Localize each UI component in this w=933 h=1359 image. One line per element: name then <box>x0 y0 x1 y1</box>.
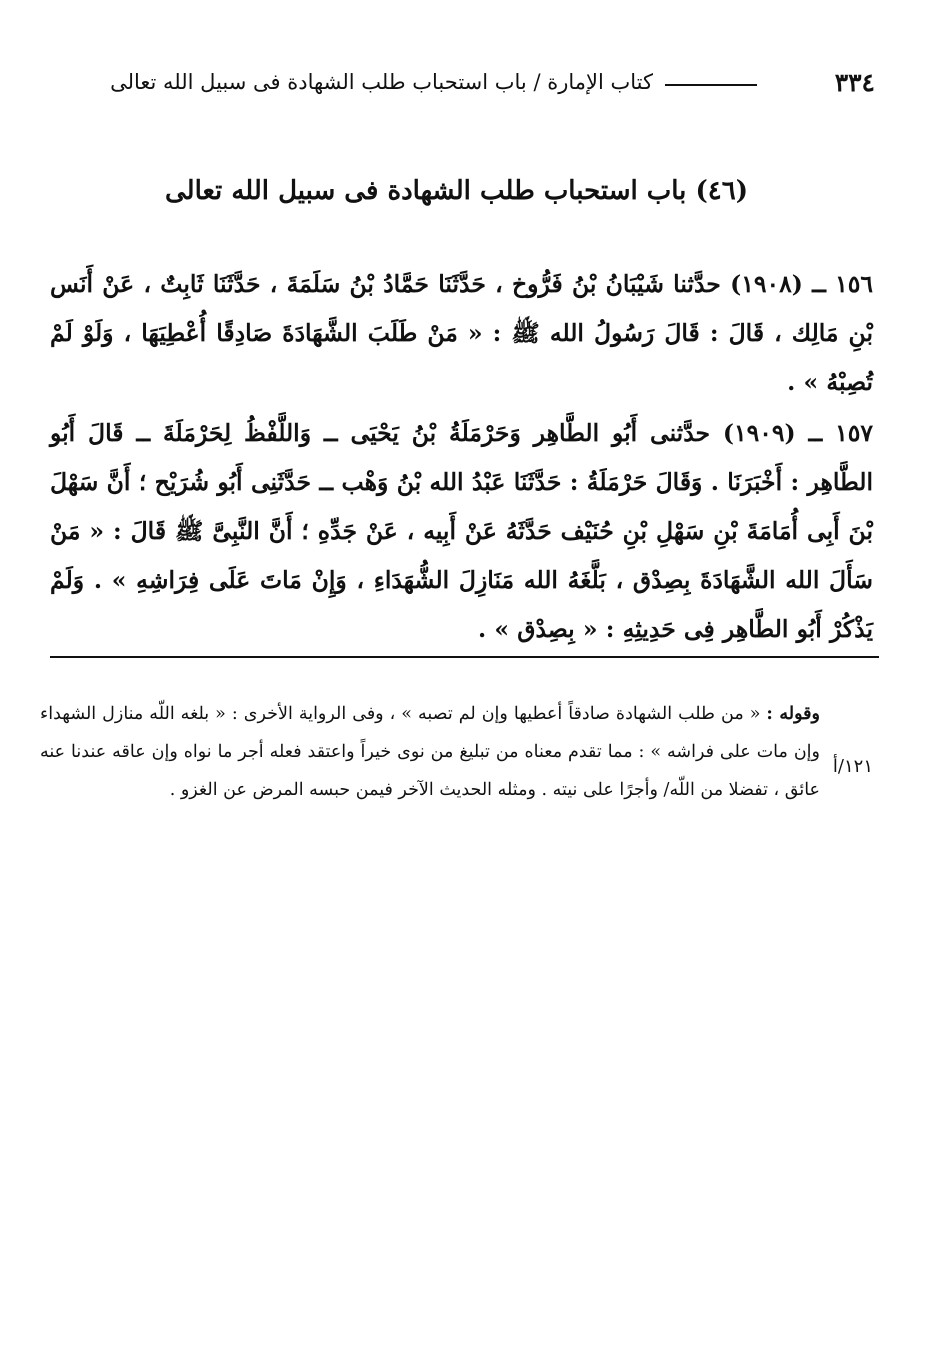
commentary <box>40 695 820 809</box>
running-title: كتاب الإمارة / باب استحباب طلب الشهادة فى سبيل الله تعالى <box>110 70 653 94</box>
commentary-lead: وقوله : <box>766 703 820 724</box>
footnote-separator <box>50 656 879 658</box>
page-number: ٣٣٤ <box>834 68 875 97</box>
hadith-157: ١٥٧ ــ (١٩٠٩) حدَّثنى أَبُو الطَّاهِر وَحَرْمَلَةُ بْنُ يَحْيَى ــ وَاللَّفْظُ لِحَرْمَلَةَ ــ قَالَ أَبُو الطَّاهِر : أَخْبَرَنَا . وَقَالَ حَرْمَلَةُ : حَدَّثَنَا عَبْدُ الله بْنُ وَهْب ــ حَدَّثَنِى أَبُو شُرَيْح ؛ أَنَّ سَهْلَ بْنَ أَبِى أُمَامَةَ بْنِ سَهْلِ بْنِ حُنَيْف حَدَّثَهُ عَنْ أَبِيه ، عَنْ جَدِّهِ ؛ أَنَّ النَّبِىَّ ﷺ قَالَ : « مَنْ سَأَلَ الله الشَّهَادَةَ بِصِدْق ، بَلَّغَهُ الله مَنَازِلَ الشُّهَدَاءِ ، وَإِنْ مَاتَ عَلَى فِرَاشِهِ » . وَلَمْ يَذْكُرْ أَبُو الطَّاهِر فِى حَدِيثِهِ : « بِصِدْق » . <box>50 418 873 643</box>
margin-reference: ١٢١/أ <box>832 756 873 777</box>
header-rule <box>665 84 757 86</box>
running-header <box>48 66 875 106</box>
commentary-text: « من طلب الشهادة صادقاً أعطيها وإن لم تصبه » ، وفى الرواية الأخرى : « بلغه اللّه منازل الشهداء وإن مات على فراشه » : مما تقدم معناه من تبليغ من نوى خيراً واعتقد فعله أجر ما نواه وإن عاقه عندنا عنه عائق ، تفضلا من اللّه/ وأجرًا على نيته . ومثله الحديث الآخر فيمن حبسه المرض عن الغزو . <box>40 703 820 800</box>
hadith-156: ١٥٦ ــ (١٩٠٨) حدَّثنا شَيْبَانُ بْنُ فَرُّوخ ، حَدَّثَنَا حَمَّادُ بْنُ سَلَمَةَ ، حَدَّثَنَا ثَابِتٌ ، عَنْ أَنَس بْنِ مَالِك ، قَالَ : قَالَ رَسُولُ الله ﷺ : « مَنْ طَلَبَ الشَّهَادَةَ صَادِقًا أُعْطِيَهَا ، وَلَوْ لَمْ تُصِبْهُ » . <box>50 269 873 396</box>
chapter-title: (٤٦) باب استحباب طلب الشهادة فى سبيل الله تعالى <box>164 176 748 206</box>
